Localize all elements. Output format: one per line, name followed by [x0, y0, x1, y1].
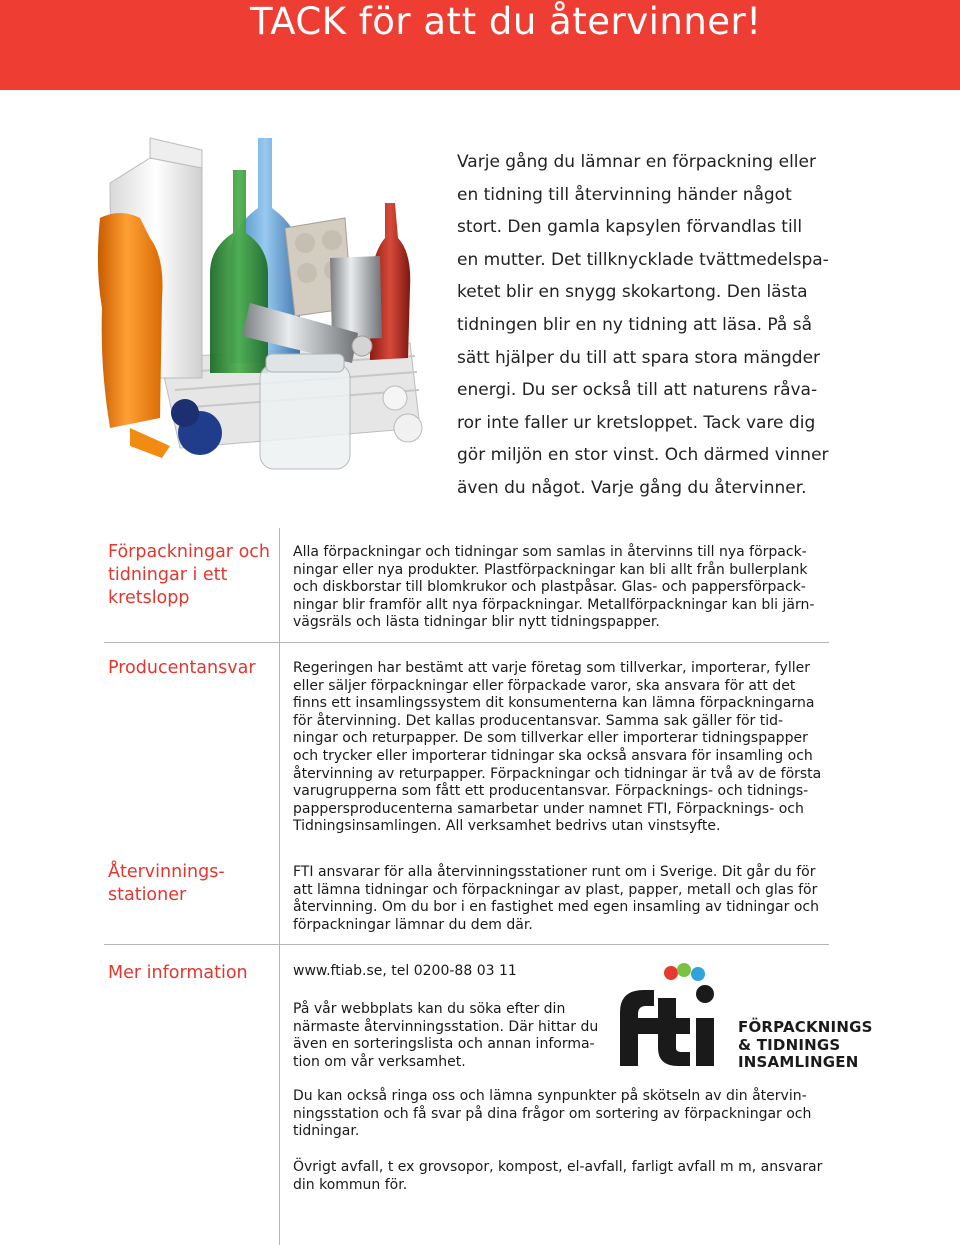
recyclables-photo: [90, 128, 450, 478]
logo-tagline: FÖRPACKNINGS & TIDNINGS INSAMLINGEN: [738, 1018, 873, 1071]
section-divider: [104, 944, 829, 945]
more-info-paragraph-phone: Du kan också ringa oss och lämna synpunkter på skötseln av din återvin- ningsstation och få svar på dina frågor om sortering av förpackningar och tidningar.: [293, 1088, 812, 1140]
section-divider: [104, 642, 829, 643]
intro-text: [457, 146, 847, 505]
more-info-paragraph-kommun: Övrigt avfall, t ex grovsopor, kompost, el-avfall, farligt avfall m m, ansvarar din kommun för.: [293, 1159, 823, 1193]
fti-logo: [614, 962, 873, 1077]
page-title: TACK för att du återvinner!: [250, 0, 762, 43]
logo-dot-green: [677, 963, 691, 977]
section-body-kretslopp: Alla förpackningar och tidningar som samlas in återvinns till nya förpack- ningar eller nya produkter. Plastförpackningar kan bli allt från bullerplank och diskborstar till blomkrukor och plastpåsar. Glas- och pappersförpack- ningar blir framför allt nya förpackningar. Metallförpackningar kan bli järn- vägsräls och lästa tidningar blir nytt tidningspapper.: [293, 544, 815, 631]
logo-dot-red: [664, 966, 678, 980]
contact-line[interactable]: www.ftiab.se, tel 0200-88 03 11: [293, 963, 517, 979]
logo-dot-blue: [691, 967, 705, 981]
section-heading-producentansvar: Producentansvar: [108, 658, 256, 678]
section-heading-atervinningsstationer: Återvinnings- stationer: [108, 862, 225, 905]
section-body-atervinningsstationer: FTI ansvarar för alla återvinningsstationer runt om i Sverige. Dit går du för att lämna tidningar och förpackningar av plast, papper, metall och glas för återvinning. Om du bor i en fastighet med egen insamling av tidningar och förpackningar lämnar du dem där.: [293, 864, 819, 933]
more-info-paragraph-website: På vår webbplats kan du söka efter din närmaste återvinningsstation. Där hittar du även en sorteringslista och annan informa- tion om vår verksamhet.: [293, 1001, 599, 1070]
column-divider: [279, 528, 280, 1245]
section-heading-kretslopp: Förpackningar och tidningar i ett kretslopp: [108, 542, 270, 608]
section-heading-mer-information: Mer information: [108, 963, 248, 983]
section-body-producentansvar: Regeringen har bestämt att varje företag som tillverkar, importerar, fyller eller säljer förpackningar eller förpackade varor, ska ansvara för att det finns ett insamlingssystem dit konsumenterna kan lämna förpackningarna för återvinning. Det kallas producentansvar. Samma sak gäller för tid- ningar och returpapper. De som tillverkar eller importerar tidningspapper och trycker eller importerar tidningar ska också ansvara för insamling och återvinning av returpapper. Förpackningar och tidningar är två av de första varugrupperna som fått ett producentansvar. Förpacknings- och tidnings- pappersproducenterna samarbetar under namnet FTI, Förpacknings- och Tidningsinsamlingen. All verksamhet bedrivs utan vinstsyfte.: [293, 660, 822, 835]
title-banner: [0, 0, 960, 90]
intro-paragraph: Varje gång du lämnar en förpackning eller en tidning till återvinning händer något stort. Den gamla kapsylen förvandlas till en mutter. Det tillknycklade tvättmedelspa- ketet blir en snygg skokartong. Den lästa tidningen blir en ny tidning att läsa. På så sätt hjälper du till att spara stora mängder energi. Du ser också till att naturens råva- ror inte faller ur kretsloppet. Tack vare dig gör miljön en stor vinst. Och därmed vinner även du något. Varje gång du återvinner.: [457, 152, 829, 498]
